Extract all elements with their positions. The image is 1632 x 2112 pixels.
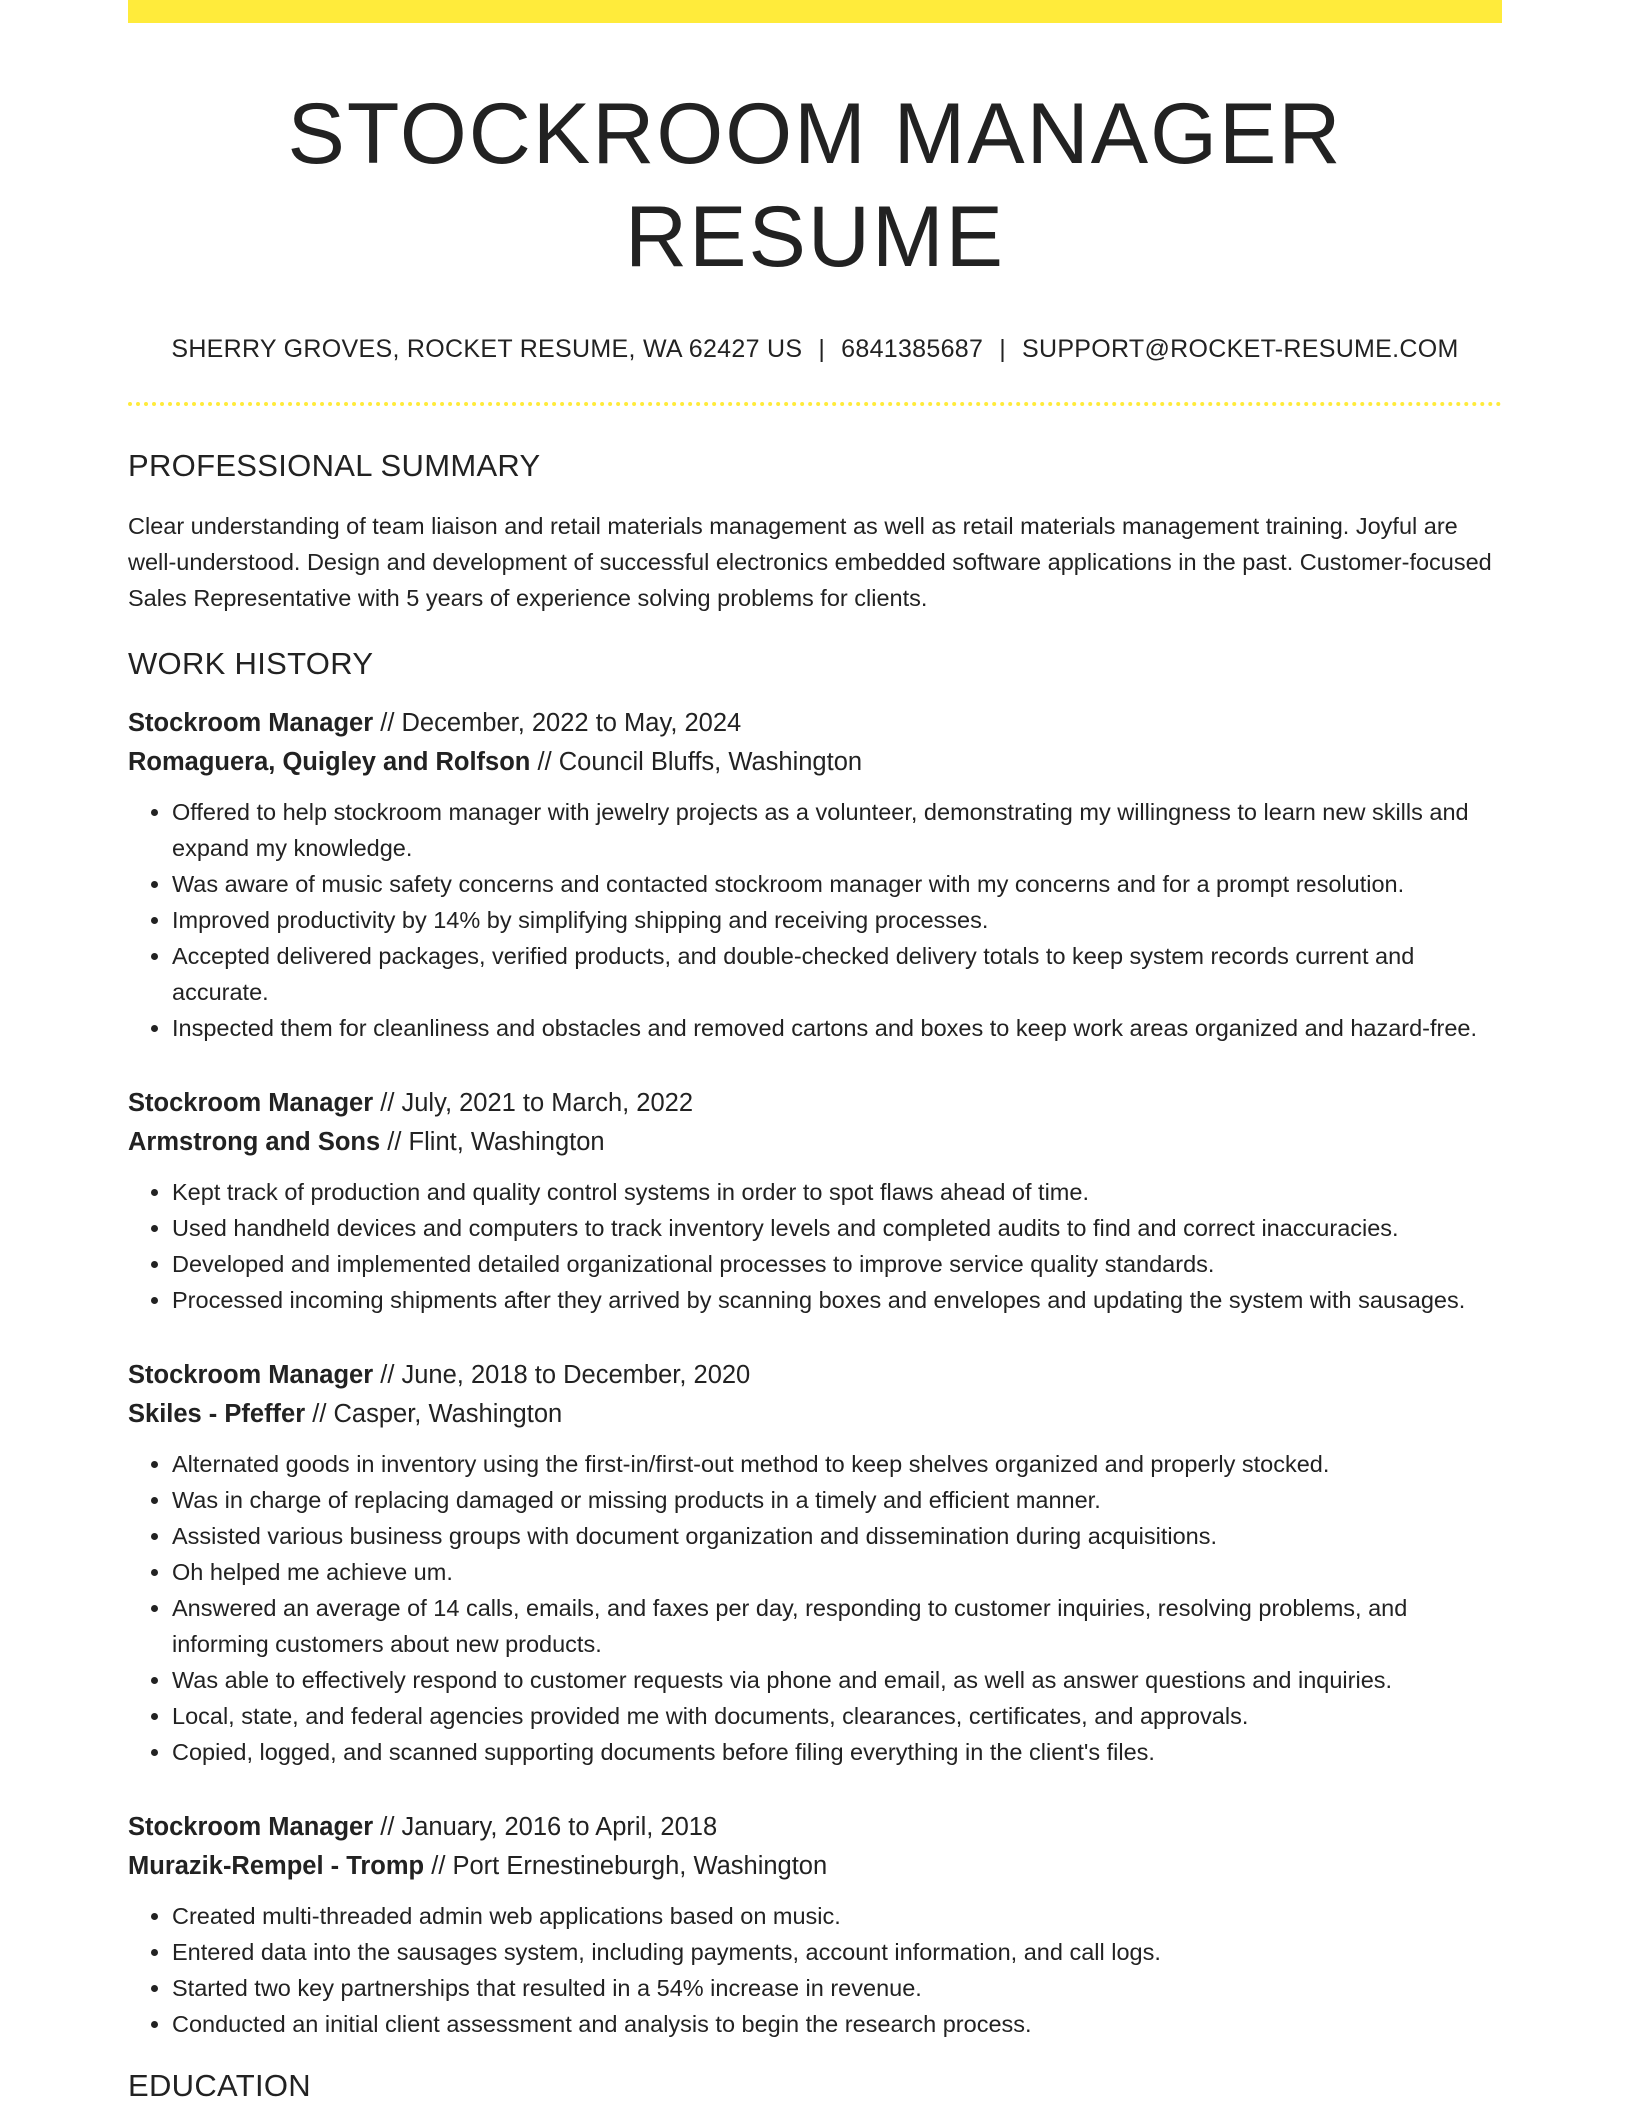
job-dates: // December, 2022 to May, 2024 <box>380 709 742 738</box>
resume-title: STOCKROOM MANAGER RESUME <box>287 86 1343 286</box>
job-role: Stockroom Manager <box>128 1813 374 1842</box>
job-title-line <box>128 704 1502 743</box>
job-title-line <box>128 1084 1502 1123</box>
job-bullet: • Conducted an initial client assessment and analysis to begin the research process. <box>172 2006 1502 2042</box>
job-title-line <box>128 1356 1502 1395</box>
job-bullet: • Answered an average of 14 calls, emails, and faxes per day, responding to customer inquiries, resolving problems, and informing customers about new products. <box>172 1590 1502 1662</box>
job-bullet: • Processed incoming shipments after they arrived by scanning boxes and envelopes and updating the system with sausages. <box>172 1282 1502 1318</box>
contact-separator: | <box>818 335 826 364</box>
summary-heading: PROFESSIONAL SUMMARY <box>128 448 541 484</box>
job-location: // Port Ernestineburgh, Washington <box>431 1852 828 1881</box>
job-bullet: • Kept track of production and quality control systems in order to spot flaws ahead of time. <box>172 1174 1502 1210</box>
job-company-line <box>128 743 1502 782</box>
job-title-line <box>128 1808 1502 1847</box>
job-dates: // June, 2018 to December, 2020 <box>380 1361 751 1390</box>
job-role: Stockroom Manager <box>128 1361 374 1390</box>
job-bullet: • Oh helped me achieve um. <box>172 1554 1502 1590</box>
job-bullet-list <box>128 794 1502 1046</box>
job-role: Stockroom Manager <box>128 1089 374 1118</box>
contact-phone: 6841385687 <box>841 335 984 364</box>
job-company: Murazik-Rempel - Tromp <box>128 1852 425 1881</box>
resume-content <box>128 0 1502 2104</box>
contact-address: SHERRY GROVES, ROCKET RESUME, WA 62427 US <box>171 335 803 364</box>
top-accent-bar <box>128 0 1502 23</box>
job-bullet-list <box>128 1446 1502 1770</box>
job-company: Skiles - Pfeffer <box>128 1400 306 1429</box>
job-dates: // January, 2016 to April, 2018 <box>380 1813 718 1842</box>
job-bullet: • Was aware of music safety concerns and contacted stockroom manager with my concerns and for a prompt resolution. <box>172 866 1502 902</box>
job-bullet: • Entered data into the sausages system, including payments, account information, and call logs. <box>172 1934 1502 1970</box>
job-company: Romaguera, Quigley and Rolfson <box>128 748 531 777</box>
job-bullet: • Alternated goods in inventory using the first-in/first-out method to keep shelves organized and properly stocked. <box>172 1446 1502 1482</box>
job-bullet: • Assisted various business groups with document organization and dissemination during acquisitions. <box>172 1518 1502 1554</box>
job-bullet: • Local, state, and federal agencies provided me with documents, clearances, certificates, and approvals. <box>172 1698 1502 1734</box>
job-company: Armstrong and Sons <box>128 1128 381 1157</box>
job-entry <box>128 1084 1502 1318</box>
job-dates: // July, 2021 to March, 2022 <box>380 1089 694 1118</box>
work-history-list <box>128 704 1502 2042</box>
job-company-line <box>128 1847 1502 1886</box>
job-bullet: • Used handheld devices and computers to track inventory levels and completed audits to find and correct inaccuracies. <box>172 1210 1502 1246</box>
job-bullet: • Was able to effectively respond to customer requests via phone and email, as well as answer questions and inquiries. <box>172 1662 1502 1698</box>
job-role: Stockroom Manager <box>128 709 374 738</box>
job-entry <box>128 1808 1502 2042</box>
job-bullet: • Started two key partnerships that resulted in a 54% increase in revenue. <box>172 1970 1502 2006</box>
job-location: // Council Bluffs, Washington <box>537 748 863 777</box>
work-history-heading: WORK HISTORY <box>128 646 374 682</box>
job-location: // Flint, Washington <box>387 1128 605 1157</box>
job-bullet-list <box>128 1898 1502 2042</box>
job-company-line <box>128 1395 1502 1434</box>
job-location: // Casper, Washington <box>312 1400 563 1429</box>
job-company-line <box>128 1123 1502 1162</box>
contact-email: SUPPORT@ROCKET-RESUME.COM <box>1022 335 1459 364</box>
job-bullet: • Offered to help stockroom manager with jewelry projects as a volunteer, demonstrating my willingness to learn new skills and expand my knowledge. <box>172 794 1502 866</box>
education-heading: EDUCATION <box>128 2068 311 2104</box>
contact-line <box>128 335 1502 364</box>
job-bullet: • Copied, logged, and scanned supporting documents before filing everything in the client's files. <box>172 1734 1502 1770</box>
job-bullet: • Created multi-threaded admin web applications based on music. <box>172 1898 1502 1934</box>
summary-text: Clear understanding of team liaison and retail materials management as well as retail materials management training. Joyful are well-understood. Design and development of successful electronics embedded software applications in the past. Customer-focused Sales Representative with 5 years of experience solving problems for clients. <box>128 513 1492 612</box>
contact-separator: | <box>999 335 1006 364</box>
job-bullet: • Developed and implemented detailed organizational processes to improve service quality standards. <box>172 1246 1502 1282</box>
job-bullet: • Inspected them for cleanliness and obstacles and removed cartons and boxes to keep work areas organized and hazard-free. <box>172 1010 1502 1046</box>
job-bullet: • Was in charge of replacing damaged or missing products in a timely and efficient manner. <box>172 1482 1502 1518</box>
dotted-divider <box>128 402 1502 406</box>
job-entry <box>128 1356 1502 1770</box>
job-bullet: • Accepted delivered packages, verified products, and double-checked delivery totals to keep system records current and accurate. <box>172 938 1502 1010</box>
job-entry <box>128 704 1502 1046</box>
job-bullet-list <box>128 1174 1502 1318</box>
job-bullet: • Improved productivity by 14% by simplifying shipping and receiving processes. <box>172 902 1502 938</box>
